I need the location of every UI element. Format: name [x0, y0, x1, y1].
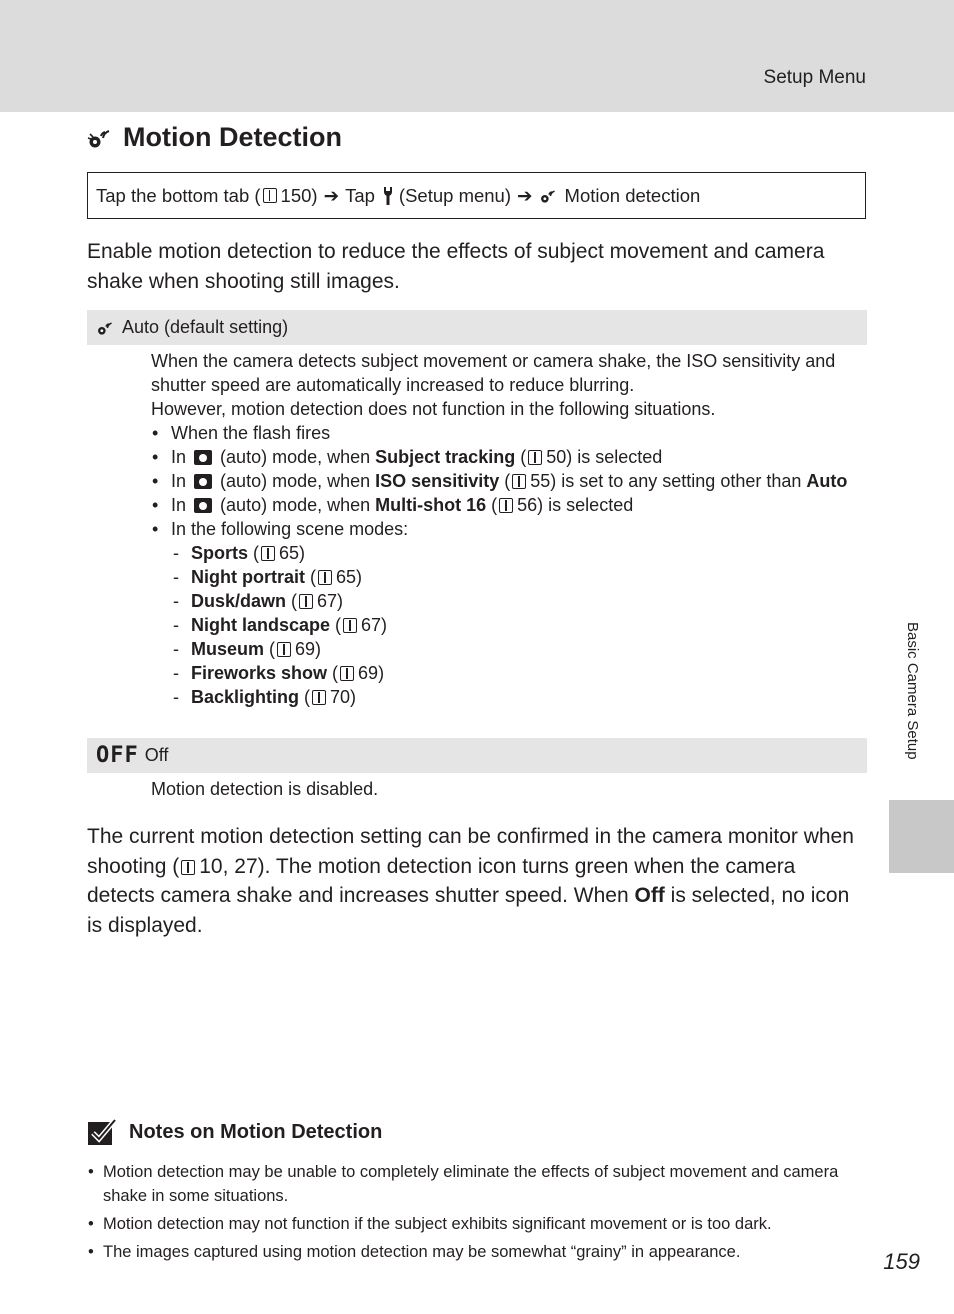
- scene-name: Night landscape: [191, 615, 331, 635]
- bullet-bold: Subject tracking: [375, 447, 516, 467]
- book-reference-icon: [512, 474, 526, 489]
- scene-ref: 69): [358, 663, 385, 683]
- option-off-label: Off: [144, 745, 169, 765]
- book-reference-icon: [261, 546, 275, 561]
- list-item: • Motion detection may not function if the subject exhibits significant movement or is too dark.: [87, 1212, 867, 1236]
- bullet-ref: 56) is selected: [517, 495, 634, 515]
- scene-ref: 70): [330, 687, 357, 707]
- option-auto-header: [87, 310, 867, 345]
- bullet-text: In: [171, 495, 187, 515]
- bullet-text: In: [171, 471, 187, 491]
- list-item: • In (auto) mode, when Multi-shot 16 ( 56) is selected: [151, 493, 867, 517]
- nav-text-1: Tap the bottom tab (: [96, 184, 261, 206]
- bullet-text: When the flash fires: [171, 423, 331, 443]
- scene-item: - Sports ( 65): [171, 541, 867, 565]
- option-off-header: [87, 738, 867, 773]
- nav-text-2: Tap: [345, 184, 375, 206]
- scene-item: - Fireworks show ( 69): [171, 661, 867, 685]
- side-thumb-tab: [889, 800, 954, 873]
- scene-name: Museum: [191, 639, 265, 659]
- section-label: Setup Menu: [763, 67, 866, 88]
- bullet-bold: Multi-shot 16: [375, 495, 487, 515]
- status-paragraph: [87, 822, 867, 940]
- scene-item: - Dusk/dawn ( 67): [171, 589, 867, 613]
- scene-item: - Backlighting ( 70): [171, 685, 867, 709]
- scene-name: Fireworks show: [191, 663, 328, 683]
- scene-ref: 69): [295, 639, 322, 659]
- scene-name: Sports: [191, 543, 249, 563]
- list-item: [151, 517, 867, 709]
- scene-item: - Museum ( 69): [171, 637, 867, 661]
- intro-paragraph: Enable motion detection to reduce the effects of subject movement and camera shake when shooting still images.: [87, 240, 825, 293]
- bullet-bold: Auto: [806, 471, 848, 491]
- scene-name: Backlighting: [191, 687, 300, 707]
- bullet-text: In: [171, 447, 187, 467]
- book-reference-icon: [528, 450, 542, 465]
- para-text: The current motion detection setting can be confirmed in the camera monitor when shooting (: [87, 825, 854, 878]
- book-reference-icon: [343, 618, 357, 633]
- list-item: • In (auto) mode, when Subject tracking ( 50) is selected: [151, 445, 867, 469]
- bullet-text: (auto) mode, when: [220, 471, 371, 491]
- para-text: 10, 27). The motion detection icon turns green when the camera detects camera shake and increases shutter speed. When: [87, 854, 796, 907]
- checkmark-note-icon: [87, 1118, 117, 1146]
- scene-name: Night portrait: [191, 567, 305, 587]
- auto-desc-2: However, motion detection does not function in the following situations.: [151, 399, 716, 419]
- off-glyph-icon: OFF: [96, 743, 139, 768]
- scene-name: Dusk/dawn: [191, 591, 287, 611]
- scene-item: - Night portrait ( 65): [171, 565, 867, 589]
- bullet-text: In the following scene modes:: [171, 519, 409, 539]
- book-reference-icon: [318, 570, 332, 585]
- page-number: 159: [883, 1249, 920, 1274]
- motion-detection-icon: [96, 319, 116, 337]
- book-reference-icon: [499, 498, 513, 513]
- notes-list: [87, 1160, 867, 1268]
- motion-detection-icon: [539, 187, 559, 205]
- book-reference-icon: [181, 860, 195, 875]
- header-band: [0, 0, 954, 112]
- option-off-description: [151, 777, 867, 801]
- list-item: [151, 421, 867, 445]
- book-reference-icon: [299, 594, 313, 609]
- bullet-bold: ISO sensitivity: [375, 471, 500, 491]
- scene-mode-list: [171, 541, 867, 709]
- motion-detection-icon: [87, 125, 115, 151]
- para-text: is selected, no icon is displayed.: [87, 884, 850, 937]
- notes-title: Notes on Motion Detection: [129, 1120, 383, 1143]
- exception-list: [151, 421, 867, 709]
- book-reference-icon: [263, 188, 277, 203]
- page-title-text: Motion Detection: [123, 122, 342, 152]
- page-title: [87, 122, 342, 153]
- camera-icon: [194, 474, 212, 489]
- list-item: • Motion detection may be unable to completely eliminate the effects of subject movement and camera shake in some situations.: [87, 1160, 867, 1208]
- nav-ref-1: 150): [280, 184, 318, 206]
- auto-desc-1: When the camera detects subject movement or camera shake, the ISO sensitivity and shutter speed are automatically increased to reduce blurring.: [151, 351, 836, 395]
- scene-item: - Night landscape ( 67): [171, 613, 867, 637]
- option-auto-description: [151, 349, 867, 709]
- arrow-icon: ➔: [323, 184, 340, 206]
- navigation-path: [87, 172, 866, 219]
- list-item: • The images captured using motion detection may be somewhat “grainy” in appearance.: [87, 1240, 867, 1264]
- book-reference-icon: [277, 642, 291, 657]
- notes-heading: [87, 1118, 382, 1146]
- off-desc: Motion detection is disabled.: [151, 779, 379, 799]
- book-reference-icon: [312, 690, 326, 705]
- arrow-icon: ➔: [517, 184, 533, 206]
- bullet-text: (auto) mode, when: [220, 495, 371, 515]
- side-section-label: Basic Camera Setup: [904, 622, 921, 760]
- bullet-ref: 50) is selected: [546, 447, 663, 467]
- book-reference-icon: [340, 666, 354, 681]
- camera-icon: [194, 498, 212, 513]
- bullet-text: (auto) mode, when: [220, 447, 371, 467]
- bullet-ref: 55) is set to any setting other than: [530, 471, 802, 491]
- nav-text-4: Motion detection: [564, 184, 701, 206]
- list-item: • In (auto) mode, when ISO sensitivity ( 55) is set to any setting other than Auto: [151, 469, 867, 493]
- scene-ref: 65): [279, 543, 306, 563]
- scene-ref: 67): [361, 615, 388, 635]
- scene-ref: 67): [317, 591, 344, 611]
- scene-ref: 65): [336, 567, 363, 587]
- camera-icon: [194, 450, 212, 465]
- wrench-icon: [380, 186, 396, 206]
- nav-text-3: (Setup menu): [398, 184, 512, 206]
- option-auto-label: Auto (default setting): [122, 317, 289, 337]
- para-bold: Off: [634, 884, 665, 907]
